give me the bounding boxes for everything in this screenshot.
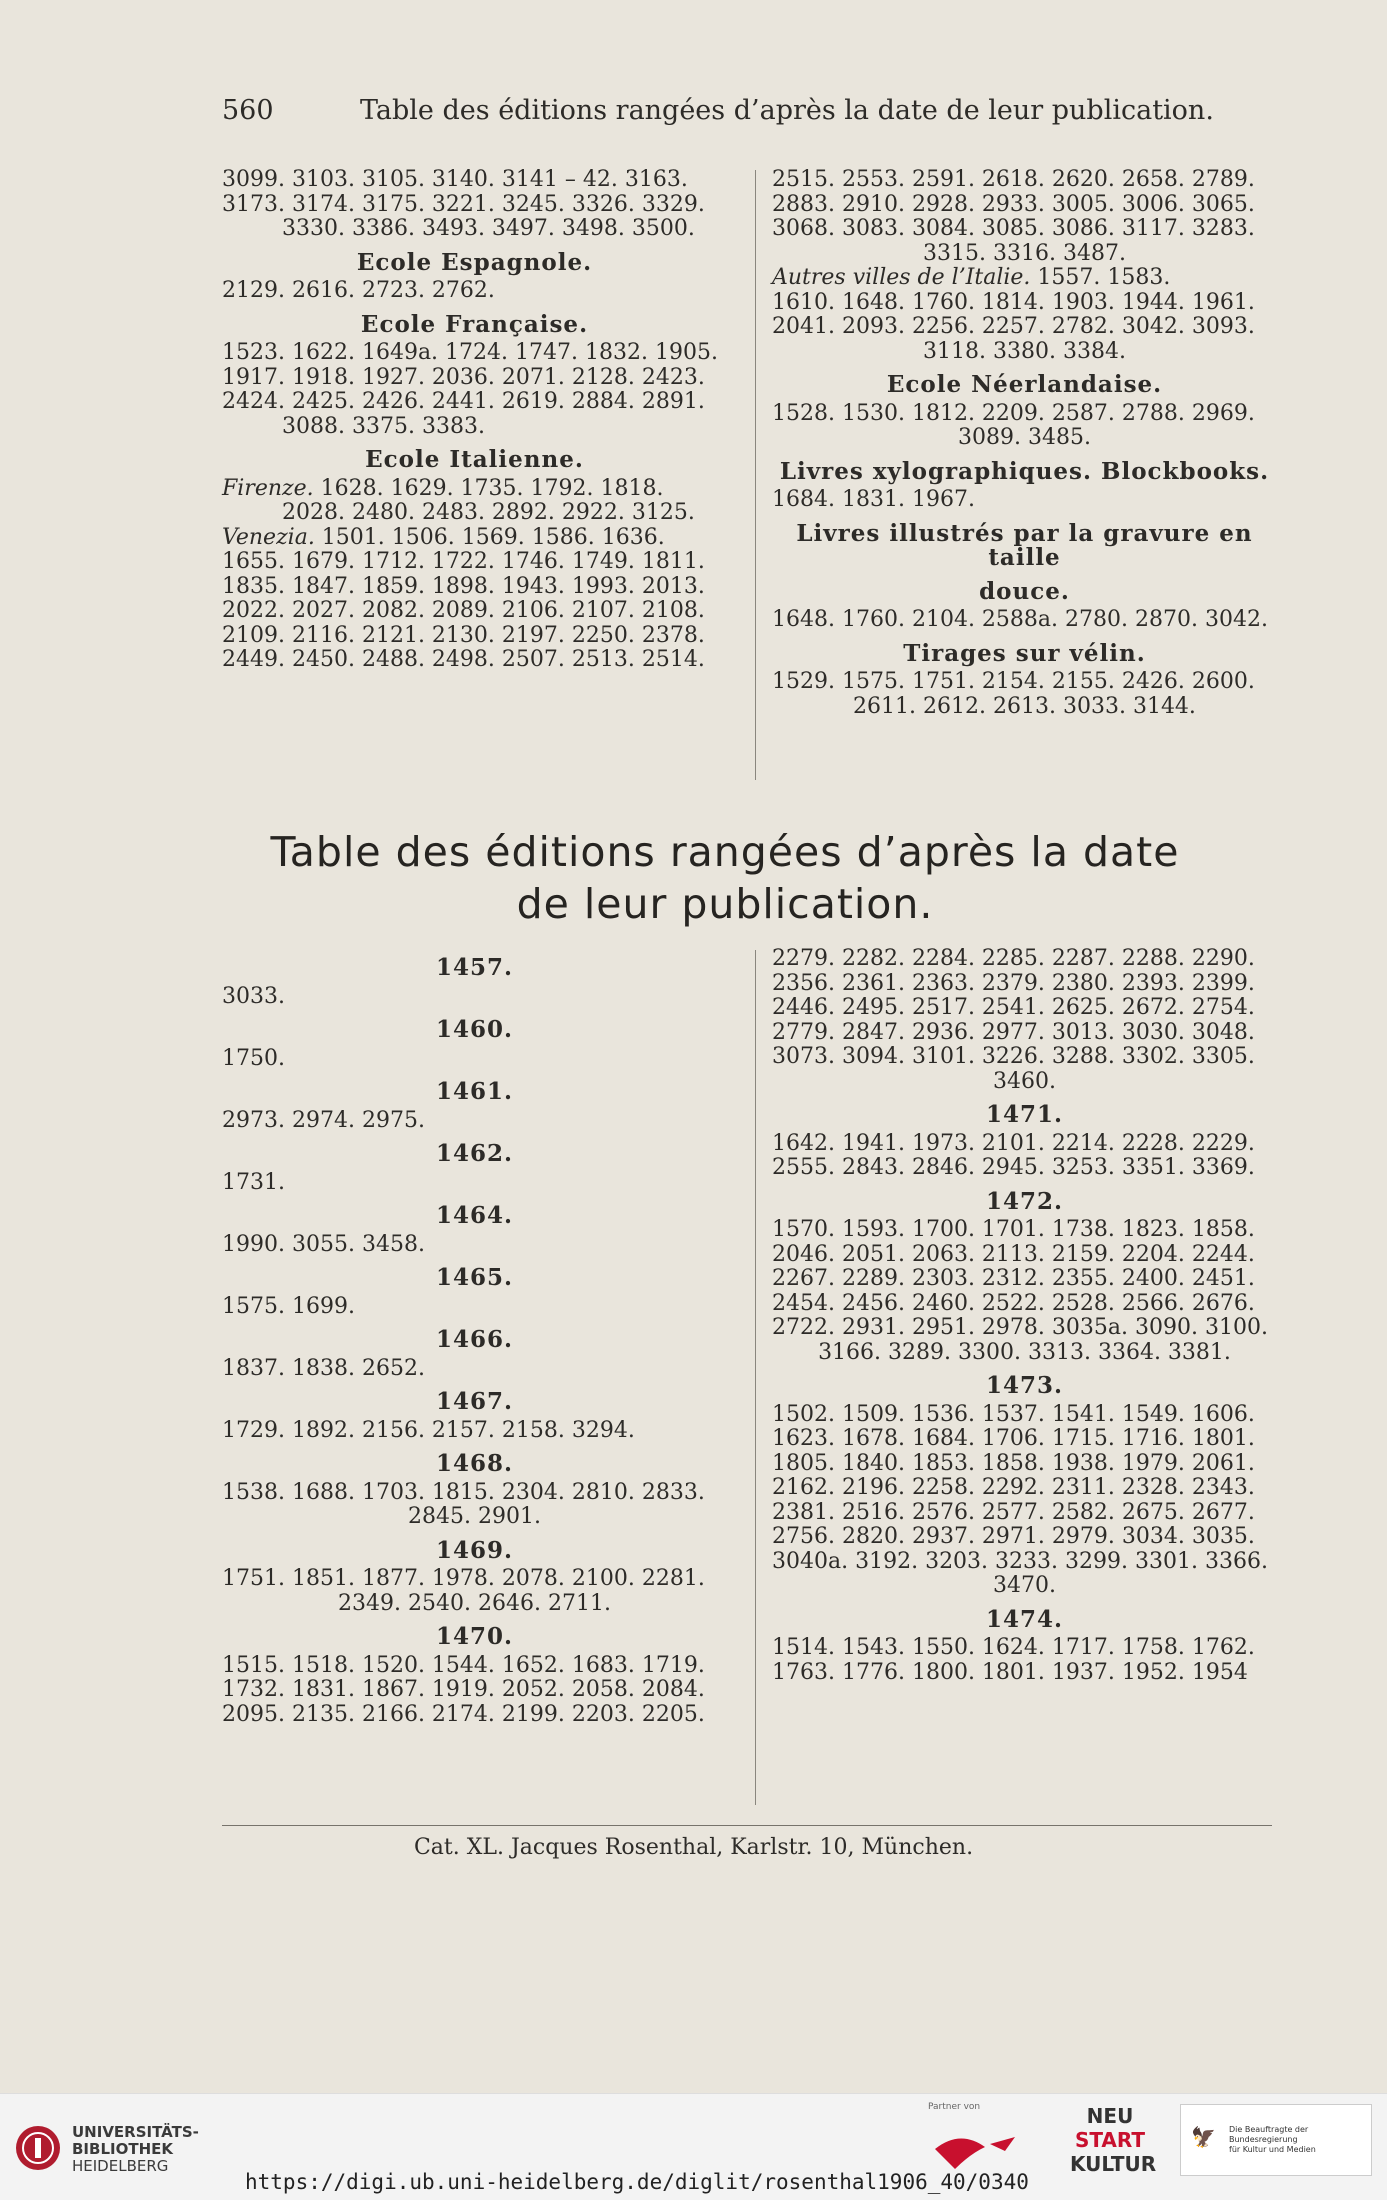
entry-line: 1528. 1530. 1812. 2209. 2587. 2788. 2969. [772,400,1255,426]
entry-line: 1729. 1892. 2156. 2157. 2158. 3294. [222,1417,635,1443]
section-heading: 1457. [435,954,514,981]
entry-line: 3470. [993,1573,1056,1598]
bkm-logo[interactable] [1180,2104,1372,2176]
university-line: HEIDELBERG [72,2157,169,2175]
entry-line: 3073. 3094. 3101. 3226. 3288. 3302. 3305. [772,1044,1255,1069]
entry-line: 2555. 2843. 2846. 2945. 3253. 3351. 3369. [772,1155,1255,1180]
entry-line: 1763. 1776. 1800. 1801. 1937. 1952. 1954 [772,1659,1248,1685]
entry-line: 1529. 1575. 1751. 2154. 2155. 2426. 2600. [772,669,1255,694]
entry-line: 3033. [222,983,285,1009]
entry-line: 2267. 2289. 2303. 2312. 2355. 2400. 2451. [772,1266,1255,1291]
section-heading: 1461. [435,1078,514,1105]
entry-line: 2515. 2553. 2591. 2618. 2620. 2658. 2789. [772,167,1255,192]
section-heading: 1470. [435,1623,514,1650]
entry-line: 2028. 2480. 2483. 2892. 2922. 3125. [282,500,695,525]
entry-line: 1732. 1831. 1867. 1919. 2052. 2058. 2084. [222,1677,705,1702]
column-divider-top [755,170,756,780]
entry-line: 2381. 2516. 2576. 2577. 2582. 2675. 2677. [772,1499,1255,1525]
entry-line: 3099. 3103. 3105. 3140. 3141 – 42. 3163. [222,167,688,192]
section-heading: 1467. [435,1388,514,1415]
entry-line: 2356. 2361. 2363. 2379. 2380. 2393. 2399. [772,970,1255,996]
place-name: Venezia. [222,524,315,550]
entry-line: 1805. 1840. 1853. 1858. 1938. 1979. 2061. [772,1450,1255,1476]
entry-line: 2722. 2931. 2951. 2978. 3035a. 3090. 3100. [772,1315,1268,1340]
section-heading: douce. [979,577,1070,605]
running-header: Table des éditions rangées d’après la date de leur publication. [360,95,1214,126]
section-heading: Ecole Espagnole. [356,248,593,276]
section-heading: Livres illustrés par la gravure en taille [796,519,1253,571]
place-name: Firenze. [222,475,314,501]
section-title-line-2: de leur publication. [516,880,934,928]
entry-line: 2041. 2093. 2256. 2257. 2782. 3042. 3093. [772,314,1255,339]
top-left-column [222,168,727,673]
entry-line: 1684. 1831. 1967. [772,487,975,512]
footer-rule [222,1825,1272,1826]
entry-line [772,266,1277,291]
entry-line: 2349. 2540. 2646. 2711. [338,1590,611,1616]
entry-line: 1917. 1918. 1927. 2036. 2071. 2128. 2423. [222,364,705,390]
page-number: 560 [222,95,274,126]
entry-line: 2845. 2901. [408,1504,541,1529]
entry-numbers: 1628. 1629. 1735. 1792. 1818. [313,475,664,501]
neustart-kultur-logo[interactable] [1070,2104,1157,2184]
entry-line: 3315. 3316. 3487. [923,240,1126,266]
section-heading: 1471. [985,1101,1064,1128]
top-right-column [772,168,1277,719]
entry-line: 1835. 1847. 1859. 1898. 1943. 1993. 2013. [222,573,705,599]
entry-line: 1523. 1622. 1649a. 1724. 1747. 1832. 1905. [222,340,718,365]
place-name: Autres villes de l’Italie. [772,265,1031,290]
entry-line [222,526,727,551]
entry-line: 2279. 2282. 2284. 2285. 2287. 2288. 2290. [772,946,1255,971]
entry-line: 3040a. 3192. 3203. 3233. 3299. 3301. 3366. [772,1548,1268,1574]
entry-line: 2611. 2612. 2613. 3033. 3144. [853,693,1196,719]
entry-line: 1515. 1518. 1520. 1544. 1652. 1683. 1719. [222,1652,705,1678]
neustart-word: NEU [1086,2104,1134,2128]
section-heading: 1460. [435,1016,514,1043]
entry-line: 1642. 1941. 1973. 2101. 2214. 2228. 2229. [772,1130,1255,1156]
entry-line: 2454. 2456. 2460. 2522. 2528. 2566. 2676. [772,1290,1255,1316]
entry-numbers: 1501. 1506. 1569. 1586. 1636. [314,524,665,550]
bkm-text [1229,2125,1371,2155]
section-heading: 1464. [435,1202,514,1229]
partner-label: Partner von [928,2102,981,2112]
entry-line: 3166. 3289. 3300. 3313. 3364. 3381. [818,1339,1231,1365]
section-heading: 1465. [435,1264,514,1291]
permalink-url[interactable]: https://digi.ub.uni-heidelberg.de/diglit/rosenthal1906_40/0340 [245,2170,1029,2194]
entry-line: 2162. 2196. 2258. 2292. 2311. 2328. 2343. [772,1475,1255,1500]
entry-line: 1538. 1688. 1703. 1815. 2304. 2810. 2833. [222,1479,705,1505]
neustart-word: START [1074,2128,1146,2152]
entry-line: 2883. 2910. 2928. 2933. 3005. 3006. 3065. [772,191,1255,217]
entry-line: 1750. [222,1045,285,1071]
entry-line: 1731. [222,1169,285,1195]
entry-line: 2129. 2616. 2723. 2762. [222,278,495,303]
section-heading: 1473. [985,1372,1064,1399]
section-heading: Ecole Française. [360,310,589,338]
university-line: BIBLIOTHEK [72,2140,173,2158]
entry-line: 2449. 2450. 2488. 2498. 2507. 2513. 2514. [222,647,705,672]
entry-line: 2046. 2051. 2063. 2113. 2159. 2204. 2244. [772,1241,1255,1267]
entry-line: 3173. 3174. 3175. 3221. 3245. 3326. 3329. [222,191,705,217]
entry-line: 2424. 2425. 2426. 2441. 2619. 2884. 2891. [222,389,705,414]
entry-line: 2022. 2027. 2082. 2089. 2106. 2107. 2108. [222,598,705,623]
entry-line: 3068. 3083. 3084. 3085. 3086. 3117. 3283. [772,216,1255,241]
bottom-right-column [772,947,1277,1685]
university-line: UNIVERSITÄTS- [72,2123,199,2141]
section-heading: Ecole Néerlandaise. [886,371,1163,398]
entry-line: 1655. 1679. 1712. 1722. 1746. 1749. 1811. [222,549,705,574]
entry-line: 2973. 2974. 2975. [222,1107,425,1133]
entry-line: 2095. 2135. 2166. 2174. 2199. 2203. 2205. [222,1701,705,1727]
section-heading: 1474. [985,1605,1064,1633]
section-heading: 1472. [985,1187,1064,1215]
university-name[interactable] [72,2124,199,2175]
entry-line: 2446. 2495. 2517. 2541. 2625. 2672. 2754. [772,995,1255,1020]
section-heading: 1469. [435,1536,514,1564]
bkm-line: für Kultur und Medien [1229,2145,1316,2154]
entry-line: 2109. 2116. 2121. 2130. 2197. 2250. 2378. [222,622,705,648]
column-divider-bottom [755,950,756,1805]
entry-line: 1837. 1838. 2652. [222,1355,425,1381]
entry-line: 2779. 2847. 2936. 2977. 3013. 3030. 3048. [772,1019,1255,1045]
section-heading: 1462. [435,1140,514,1167]
section-title [150,826,1300,930]
entry-line: 3460. [993,1068,1056,1094]
entry-line: 1648. 1760. 2104. 2588a. 2780. 2870. 3042. [772,607,1268,632]
entry-line: 1990. 3055. 3458. [222,1231,425,1257]
entry-line: 1575. 1699. [222,1293,355,1319]
section-title-line-1: Table des éditions rangées d’après la date [270,828,1180,876]
university-seal-icon[interactable] [14,2124,62,2172]
section-heading: Ecole Italienne. [365,446,584,473]
section-heading: Livres xylographiques. Blockbooks. [779,457,1270,485]
entry-line: 1514. 1543. 1550. 1624. 1717. 1758. 1762. [772,1635,1255,1660]
section-heading: Tirages sur vélin. [903,639,1146,667]
bottom-left-column [222,947,727,1727]
entry-line: 1623. 1678. 1684. 1706. 1715. 1716. 1801. [772,1426,1255,1451]
entry-numbers: 1557. 1583. [1030,265,1171,290]
entry-line: 1751. 1851. 1877. 1978. 2078. 2100. 2281. [222,1566,705,1591]
entry-line: 3089. 3485. [958,425,1091,450]
section-heading: 1468. [435,1450,514,1477]
entry-line: 1502. 1509. 1536. 1537. 1541. 1549. 1606. [772,1401,1255,1427]
section-heading: 1466. [435,1326,514,1353]
neustart-word: KULTUR [1070,2152,1157,2176]
entry-line [222,477,727,502]
catalogue-footer: Cat. XL. Jacques Rosenthal, Karlstr. 10, München. [413,1835,974,1860]
entry-line: 3118. 3380. 3384. [923,338,1126,364]
entry-line: 1570. 1593. 1700. 1701. 1738. 1823. 1858. [772,1217,1255,1242]
bkm-line: Die Beauftragte der Bundesregierung [1229,2125,1309,2144]
entry-line: 3088. 3375. 3383. [282,413,485,439]
entry-line: 3330. 3386. 3493. 3497. 3498. 3500. [282,216,695,241]
eagle-icon: 🦅 [1191,2125,1216,2149]
entry-line: 1610. 1648. 1760. 1814. 1903. 1944. 1961. [772,289,1255,315]
entry-line: 2756. 2820. 2937. 2971. 2979. 3034. 3035. [772,1524,1255,1549]
